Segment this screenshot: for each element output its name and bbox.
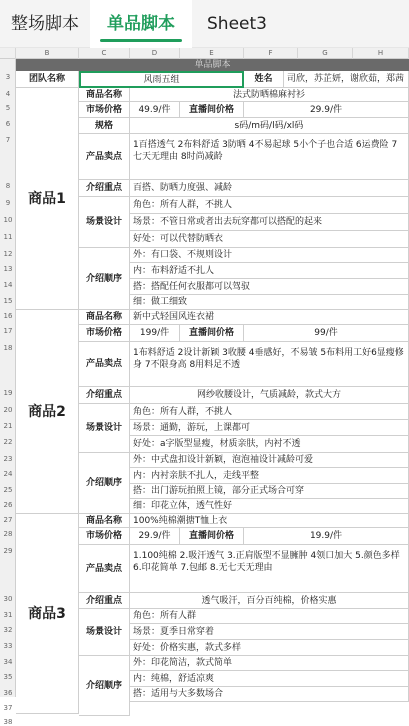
row-number[interactable]: 25 xyxy=(3,486,13,494)
live-price-label[interactable]: 直播间价格 xyxy=(180,325,244,342)
scene-setting-cell[interactable]: 场景：不管日常或者出去玩穿都可以搭配的起来 xyxy=(130,214,409,231)
row-number[interactable]: 35 xyxy=(3,673,13,681)
row-number[interactable]: 34 xyxy=(3,658,13,666)
scene-label[interactable]: 场景设计 xyxy=(79,609,130,656)
row-number[interactable]: 15 xyxy=(3,297,13,305)
row-number[interactable]: 23 xyxy=(3,455,13,463)
selling-points-cell[interactable]: 1布料舒适 2设计新颖 3收腰 4垂感好，不易皱 5布料用工好6显瘦修身 7不限身高 8用料足不透 xyxy=(130,342,409,387)
column-header-f[interactable]: F xyxy=(244,48,298,59)
scene-setting-cell[interactable]: 场景：夏季日常穿着 xyxy=(130,624,409,640)
row-number[interactable]: 11 xyxy=(3,233,13,241)
spec-label[interactable]: 规格 xyxy=(79,118,130,134)
column-header-g[interactable]: G xyxy=(298,48,353,59)
intro-focus-label[interactable]: 介绍重点 xyxy=(79,593,130,609)
row-number[interactable]: 20 xyxy=(3,406,13,414)
intro-order-label[interactable]: 介绍顺序 xyxy=(79,656,130,716)
intro-order-exterior-cell[interactable]: 外：印花简洁，款式简单 xyxy=(130,656,409,671)
column-header-c[interactable]: C xyxy=(79,48,130,59)
intro-order-exterior-cell[interactable]: 外：有口袋、不规则设计 xyxy=(130,248,409,263)
market-price-cell[interactable]: 199/件 xyxy=(130,325,180,342)
row-number[interactable]: 5 xyxy=(5,104,11,112)
row-number[interactable]: 37 xyxy=(3,704,13,712)
product-name-label[interactable]: 商品名称 xyxy=(79,88,130,102)
tab-single-product-script[interactable]: 单品脚本 xyxy=(90,0,192,48)
product-name-cell[interactable]: 法式防晒棉麻衬衫 xyxy=(130,88,409,102)
row-number[interactable]: 32 xyxy=(3,626,13,634)
intro-order-matching-cell[interactable]: 搭：搭配任何衣服都可以驾驭 xyxy=(130,279,409,295)
product-name-cell[interactable]: 100%纯棉潮搪T恤上衣 xyxy=(130,514,409,528)
scene-setting-cell[interactable]: 场景：通勤，游玩，上课都可 xyxy=(130,420,409,436)
row-number[interactable]: 4 xyxy=(5,90,11,98)
column-header-b[interactable]: B xyxy=(16,48,79,59)
row-number[interactable]: 19 xyxy=(3,389,13,397)
product-name-label[interactable]: 商品名称 xyxy=(79,514,130,528)
row-number[interactable]: 33 xyxy=(3,642,13,650)
intro-order-detail-cell[interactable]: 细：印花立体，透气性好 xyxy=(130,499,409,514)
row-number[interactable]: 30 xyxy=(3,595,13,603)
member-name-label[interactable]: 姓名 xyxy=(244,71,284,88)
sheet-tab-bar xyxy=(0,0,409,48)
row-number[interactable]: 6 xyxy=(5,120,11,128)
intro-focus-label[interactable]: 介绍重点 xyxy=(79,387,130,404)
row-number[interactable]: 13 xyxy=(3,265,13,273)
row-number[interactable]: 31 xyxy=(3,611,13,619)
row-number[interactable]: 36 xyxy=(3,689,13,697)
scene-role-cell[interactable]: 角色：所有人群 xyxy=(130,609,409,624)
row-number[interactable]: 12 xyxy=(3,250,13,258)
live-price-cell[interactable]: 19.9/件 xyxy=(244,528,409,545)
scene-benefit-cell[interactable]: 好处：价格实惠，款式多样 xyxy=(130,640,409,656)
row-number[interactable]: 9 xyxy=(5,199,11,207)
row-number[interactable]: 38 xyxy=(3,718,13,726)
intro-order-interior-cell[interactable]: 内：纯棉，舒适凉爽 xyxy=(130,671,409,687)
product-name-cell[interactable]: 新中式轻国风连衣裙 xyxy=(130,310,409,325)
scene-benefit-cell[interactable]: 好处：a字版型显瘦，材质亲肤，内衬不透 xyxy=(130,436,409,453)
spec-cell[interactable]: s码/m码/l码/xl码 xyxy=(130,118,409,134)
row-number[interactable]: 10 xyxy=(3,216,13,224)
scene-label[interactable]: 场景设计 xyxy=(79,404,130,453)
live-price-cell[interactable]: 29.9/件 xyxy=(244,102,409,118)
scene-role-cell[interactable]: 角色：所有人群，不挑人 xyxy=(130,197,409,214)
market-price-label[interactable]: 市场价格 xyxy=(79,102,130,118)
row-number[interactable]: 18 xyxy=(3,344,13,352)
intro-order-interior-cell[interactable]: 内：内衬亲肤不扎人，走线平整 xyxy=(130,468,409,484)
intro-order-interior-cell[interactable]: 内：布料舒适不扎人 xyxy=(130,263,409,279)
intro-focus-cell[interactable]: 网纱收腰设计，气质减龄，款式大方 xyxy=(130,387,409,404)
row-number[interactable]: 24 xyxy=(3,470,13,478)
column-header-d[interactable]: D xyxy=(130,48,180,59)
row-number[interactable]: 17 xyxy=(3,327,13,335)
scene-role-cell[interactable]: 角色：所有人群，不挑人 xyxy=(130,404,409,420)
tab-sheet3[interactable]: Sheet3 xyxy=(207,14,267,34)
selling-points-cell[interactable]: 1.100纯棉 2.吸汗透气 3.正肩版型不显臃肿 4领口加大 5.颜色多样 6.印花简单 7.包邮 8.无七天无理由 xyxy=(130,545,409,593)
row-number[interactable]: 22 xyxy=(3,438,13,446)
spreadsheet-grid[interactable] xyxy=(0,48,409,726)
intro-order-label[interactable]: 介绍顺序 xyxy=(79,248,130,310)
row-number[interactable]: 16 xyxy=(3,312,13,320)
team-name-label[interactable]: 团队名称 xyxy=(16,71,79,88)
tab-full-script[interactable]: 整场脚本 xyxy=(11,14,79,34)
row-number[interactable]: 3 xyxy=(5,73,11,81)
market-price-label[interactable]: 市场价格 xyxy=(79,528,130,545)
scene-benefit-cell[interactable]: 好处：可以代替防晒衣 xyxy=(130,231,409,248)
row-number[interactable]: 21 xyxy=(3,422,13,430)
live-price-label[interactable]: 直播间价格 xyxy=(180,528,244,545)
product-name-label[interactable]: 商品名称 xyxy=(79,310,130,325)
intro-order-matching-cell[interactable]: 搭：适用与大多数场合 xyxy=(130,687,409,702)
product-title-cell[interactable]: 商品2 xyxy=(16,310,79,514)
selling-points-label[interactable]: 产品卖点 xyxy=(79,545,130,593)
market-price-cell[interactable]: 49.9/件 xyxy=(130,102,180,118)
intro-order-detail-cell[interactable]: 细：做工细致 xyxy=(130,295,409,310)
intro-order-label[interactable]: 介绍顺序 xyxy=(79,453,130,514)
team-name-cell[interactable]: 风雨五组 xyxy=(79,71,244,88)
intro-order-exterior-cell[interactable]: 外：中式盘扣设计新颖，泡泡袖设计减龄可爱 xyxy=(130,453,409,468)
sheet-title-band: 单品脚本 xyxy=(16,59,409,71)
intro-focus-cell[interactable]: 百搭、防晒力度强、减龄 xyxy=(130,180,409,197)
row-number[interactable]: 8 xyxy=(5,182,11,190)
row-number[interactable]: 26 xyxy=(3,501,13,509)
row-number[interactable]: 14 xyxy=(3,281,13,289)
product-title-cell[interactable]: 商品1 xyxy=(16,88,79,310)
intro-focus-cell[interactable]: 透气吸汗，百分百纯棉，价格实惠 xyxy=(130,593,409,609)
market-price-cell[interactable]: 29.9/件 xyxy=(130,528,180,545)
corner-cell[interactable] xyxy=(0,48,16,59)
selling-points-label[interactable]: 产品卖点 xyxy=(79,342,130,387)
row-number[interactable]: 29 xyxy=(3,547,13,555)
column-header-row xyxy=(0,48,409,59)
row-number[interactable]: 27 xyxy=(3,516,13,524)
intro-focus-label[interactable]: 介绍重点 xyxy=(79,180,130,197)
column-header-h[interactable]: H xyxy=(353,48,409,59)
column-header-e[interactable]: E xyxy=(180,48,244,59)
row-number[interactable]: 28 xyxy=(3,530,13,538)
intro-order-matching-cell[interactable]: 搭：出门游玩拍照上镜，部分正式场合可穿 xyxy=(130,484,409,499)
market-price-label[interactable]: 市场价格 xyxy=(79,325,130,342)
product-title-cell[interactable]: 商品3 xyxy=(16,514,79,714)
selling-points-cell[interactable]: 1百搭透气 2布料舒适 3防晒 4不易起球 5小个子也合适 6运费险 7七天无理由 8时尚减龄 xyxy=(130,134,409,180)
live-price-cell[interactable]: 99/件 xyxy=(244,325,409,342)
member-name-cell[interactable]: 司欣，苏芷妍，谢欣茹，郑茜 xyxy=(284,71,409,88)
scene-label[interactable]: 场景设计 xyxy=(79,197,130,248)
selling-points-label[interactable]: 产品卖点 xyxy=(79,134,130,180)
live-price-label[interactable]: 直播间价格 xyxy=(180,102,244,118)
row-number[interactable]: 7 xyxy=(5,136,11,144)
